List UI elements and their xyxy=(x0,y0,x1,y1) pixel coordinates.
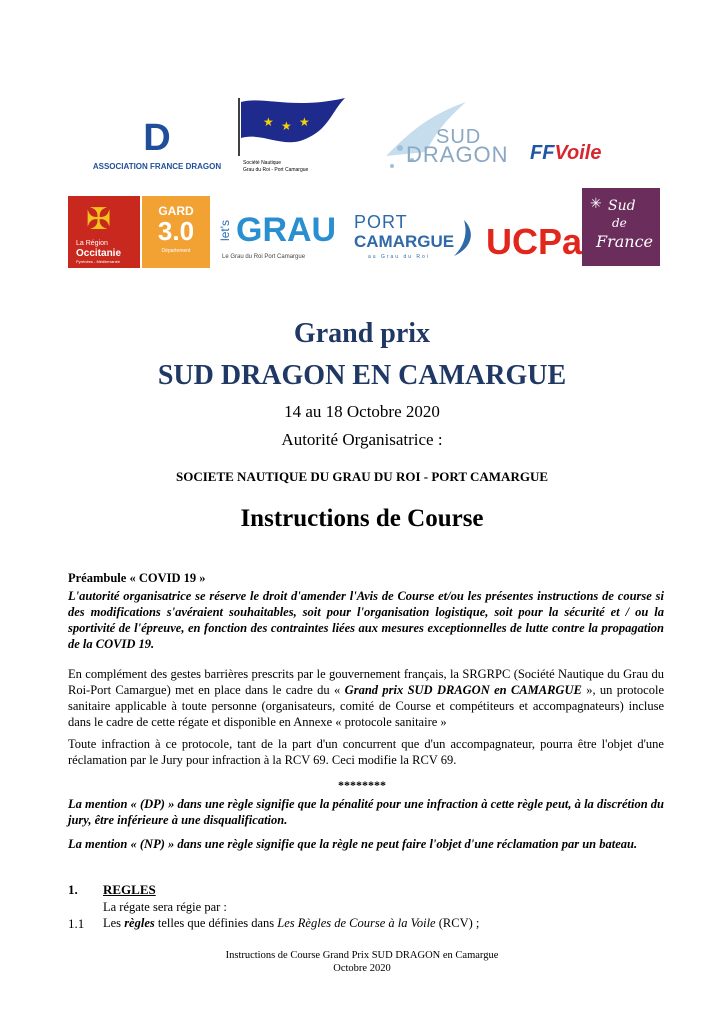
complement-text-2: », un protocole sanitaire applicable à toute personne (organisateurs, comité de Course et compétiteurs et accompagnateurs) incluse dans le cadre de cette régate et disponible en Annexe « protocole sanitaire » xyxy=(68,683,665,729)
port-camargue-logo xyxy=(352,212,480,268)
footer-line2: Octobre 2020 xyxy=(333,963,391,974)
item-bold: règles xyxy=(124,916,155,930)
logo-text-line3: au Grau du Roi xyxy=(368,254,430,260)
logo-text-line3: Pyrénées - Méditerranée xyxy=(76,259,121,264)
logo-lets-text: let's xyxy=(218,220,232,241)
logo-text-line1: Sud xyxy=(608,198,636,214)
sail-icon xyxy=(450,218,478,258)
title-line1: Grand prix xyxy=(293,318,431,349)
sud-dragon-logo xyxy=(376,96,509,180)
logo-text-line1: Société Nautique xyxy=(243,160,282,166)
separator: ******** xyxy=(338,778,386,792)
occitanie-logo xyxy=(68,196,140,268)
flag-icon xyxy=(233,96,349,158)
logo-text-line3: Département xyxy=(161,248,191,254)
mention-np-paragraph: La mention « (NP) » dans une règle signifie que la règle ne peut faire l'objet d'une réclamation par un bateau. xyxy=(68,837,638,851)
preambule-body: L'autorité organisatrice se réserve le droit d'amender l'Avis de Course et/ou les présentes instructions de course si des modifications s'avéraient souhaitables, soit pour l'organisation logistique, soit pour la sécurité et / ou la sportivité de l'épreuve, en fonction des contraintes liées aux mesures exceptionnelles de lutte contre la propagation de la COVID 19. xyxy=(68,589,664,651)
societe-nautique-logo xyxy=(233,96,349,180)
complement-text-1: En complément des gestes barrières prescrits par le gouvernement français, la SRGRPC (Société Nautique du Grau du Roi-Port Camargue) met en place dans le cadre du « xyxy=(68,667,664,697)
gard-logo xyxy=(142,196,210,268)
occitan-cross-icon: ✠ xyxy=(86,203,112,236)
section-title: REGLES xyxy=(103,882,156,897)
sun-rays-icon: ✳ xyxy=(590,196,602,212)
dragon-d-icon: D xyxy=(143,117,171,159)
infraction-paragraph: Toute infraction à ce protocole, tant de la part d'un concurrent que d'un accompagnateur, pourra être l'objet d'une réclamation par le Jury pour infraction à la RCV 69. Ceci modifie la RCV 69. xyxy=(68,737,664,767)
preambule-title: Préambule « COVID 19 » xyxy=(68,571,206,585)
logo-text: ASSOCIATION FRANCE DRAGON xyxy=(92,162,222,171)
logo-dragon-text: DRAGON xyxy=(406,142,509,167)
complement-emphasis: Grand prix SUD DRAGON en CAMARGUE xyxy=(344,683,582,697)
item-number: 1.1 xyxy=(68,916,85,931)
logo-voile-text: Voile xyxy=(554,142,602,164)
document-title: Instructions de Course xyxy=(240,505,484,532)
ucpa-logo: UCPa xyxy=(486,221,583,262)
logo-text-line2: CAMARGUE xyxy=(354,232,455,251)
event-dates: 14 au 18 Octobre 2020 xyxy=(284,402,440,421)
item-text xyxy=(103,916,479,931)
footer-line1: Instructions de Course Grand Prix SUD DRAGON en Camargue xyxy=(225,950,499,961)
sud-de-france-logo xyxy=(582,188,660,266)
section-number: 1. xyxy=(68,882,78,897)
lets-grau-logo xyxy=(218,208,337,268)
logo-sud-text: SUD xyxy=(436,126,482,148)
logo-text-line1: La Région xyxy=(76,240,108,247)
item-text-2: telles que définies dans xyxy=(154,916,278,930)
organizing-club-name: SOCIETE NAUTIQUE DU GRAU DU ROI - PORT CAMARGUE xyxy=(176,469,548,484)
mention-dp-paragraph: La mention « (DP) » dans une règle signifie que la pénalité pour une infraction à cette règle peut, à la discrétion du jury, être inférieure à une disqualification. xyxy=(68,797,664,827)
logo-text-line2: Grau du Roi - Port Camargue xyxy=(243,167,309,173)
logo-text-line2: 3.0 xyxy=(157,216,195,246)
item-italic: Les Règles de Course à la Voile xyxy=(277,916,436,930)
svg-text:★: ★ xyxy=(299,115,310,129)
logo-grau-text: GRAU xyxy=(236,211,337,249)
title-line2: SUD DRAGON EN CAMARGUE xyxy=(157,360,567,391)
item-text-1: Les xyxy=(103,916,125,930)
logo-text-line3: France xyxy=(596,232,654,251)
svg-text:★: ★ xyxy=(263,115,274,129)
logo-sub-text: Le Grau du Roi Port Camargue xyxy=(222,254,306,260)
organizing-authority-label: Autorité Organisatrice : xyxy=(281,430,443,449)
logo-text-line1: GARD xyxy=(158,204,194,218)
logo-ff-text: FF xyxy=(530,142,555,164)
complement-paragraph xyxy=(68,666,664,730)
section-intro: La régate sera régie par : xyxy=(103,900,227,914)
logo-text-line1: PORT xyxy=(354,212,408,232)
item-text-3: (RCV) ; xyxy=(435,916,480,930)
logo-text-line2: de xyxy=(612,216,627,230)
association-france-dragon-logo xyxy=(92,118,222,178)
logo-text-line2: Occitanie xyxy=(76,248,122,259)
ffvoile-logo xyxy=(530,142,620,174)
svg-text:★: ★ xyxy=(281,119,292,133)
